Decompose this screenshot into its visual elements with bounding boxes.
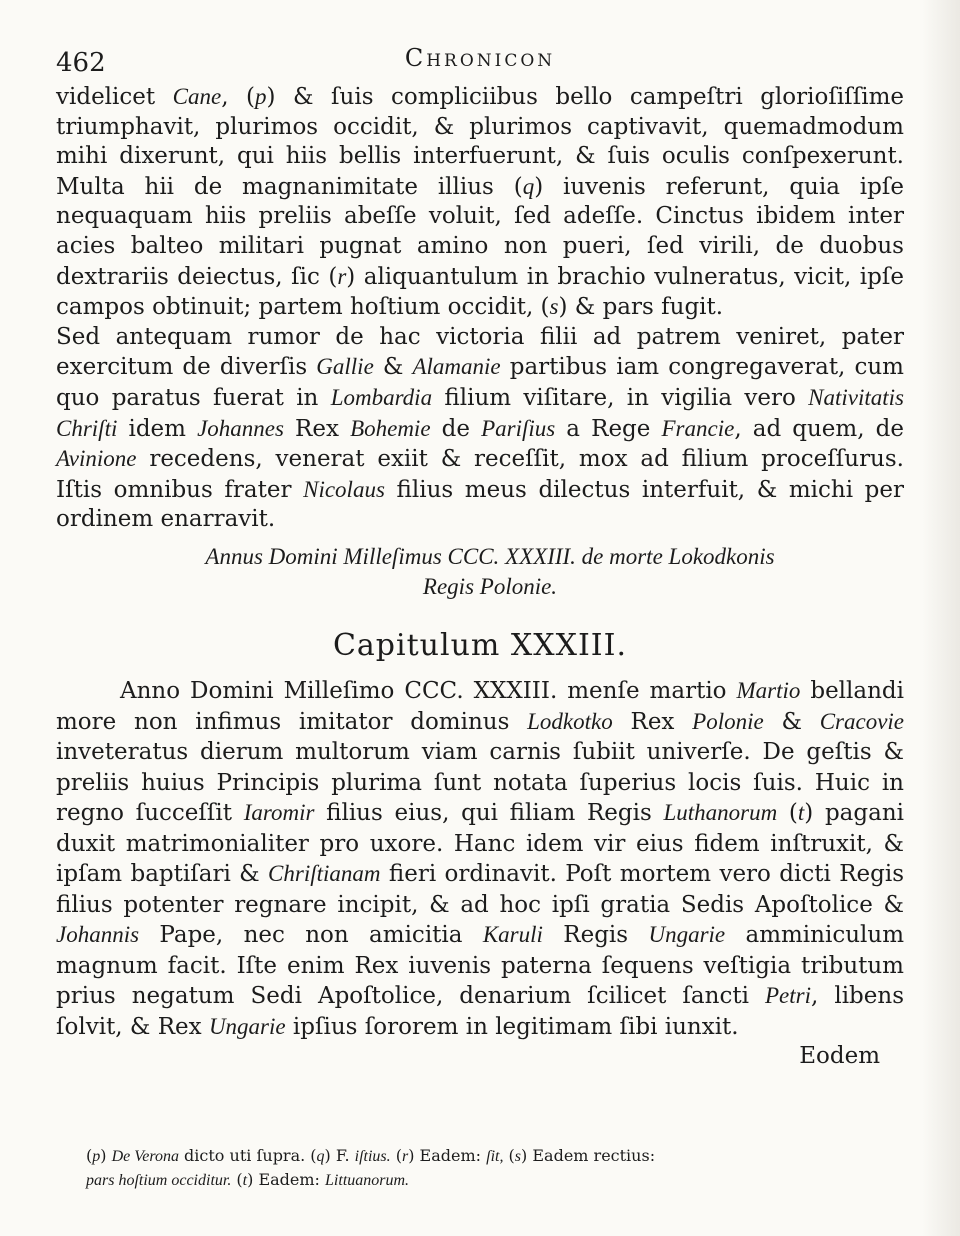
italic-run: Gallie [316, 354, 374, 380]
text-run: & [373, 354, 413, 381]
page-header [56, 44, 904, 84]
italic-run: p [255, 84, 267, 109]
text-run: dicto uti ſupra. ( [178, 1146, 317, 1165]
italic-run: iſtius. [354, 1148, 391, 1165]
italic-run: Cane [172, 84, 222, 109]
text-run: Pape, nec non amicitia [139, 922, 483, 948]
text-run: , ad quem, de [734, 415, 904, 442]
footnotes [86, 1144, 920, 1192]
italic-run: Ungarie [648, 922, 726, 947]
italic-run: Lombardia [330, 384, 433, 410]
chapter-text [56, 676, 904, 1042]
chapter-paragraph [56, 676, 904, 1042]
running-title: Chronicon [404, 44, 556, 72]
text-run: filium viſitare, in vigilia vero [432, 384, 809, 411]
text-run: ( [390, 1146, 402, 1165]
text-run: idem [117, 415, 198, 442]
chapter-rubric [100, 542, 880, 602]
italic-run: s [549, 294, 559, 320]
italic-run: ſit, [486, 1148, 504, 1165]
text-run: ) & ſuis compliciibus bello campeſtri glorioſiſſime triumphavit, plurimos occidit, & plurimos captivavit, quemadmodum mihi dixerunt, qui hiis bellis interfuerunt, & ſuis oculis conſpexerunt. Multa hii de magnanimitate illius ( [56, 84, 904, 200]
text-run: ) iuvenis referunt, quia ipſe nequaquam hiis preliis abeſſe voluit, ſed adeſſe. Cinctus ibidem inter acies balteo militari pugnat amino non pueri, ſed virili, de duobus dextrariis deiectus, ſic ( [56, 173, 904, 290]
text-run: ) pagani duxit matrimonialiter pro uxore. Hanc idem vir eius fidem inſtruxit, & ipſam baptiſari & [56, 800, 904, 887]
page-number: 462 [56, 48, 106, 78]
italic-run: Pariſius [481, 415, 556, 441]
text-run: filius meus dilectus interfuit, & michi per ordinem enarravit. [56, 476, 904, 533]
italic-run: q [316, 1148, 325, 1165]
text-run: filius eius, qui filiam Regis [314, 800, 664, 826]
italic-run: Avinione [56, 446, 137, 472]
catchword: Eodem [799, 1043, 880, 1069]
text-run: ) aliquantulum in brachio vulneratus, vicit, ipſe campos obtinuit; partem hoſtium occidit, ( [56, 263, 904, 321]
italic-run: r [401, 1148, 409, 1165]
text-run: a Rege [555, 415, 662, 442]
italic-run: Chriſtianam [268, 861, 381, 886]
text-run: ) Eadem rectius: [521, 1146, 656, 1165]
text-run: amminiculum magnum facit. Iſte enim Rex iuvenis paterna ſequens veſtigia tributum prius negatum Sedi Apoſtolice, denarium ſcilicet ſancti [56, 922, 905, 1009]
italic-run: Alamanie [412, 354, 501, 380]
text-run: Rex [612, 708, 693, 735]
italic-run: p [92, 1148, 101, 1165]
text-run: Anno Domini Milleſimo CCC. XXXIII. menſe martio [120, 678, 737, 704]
italic-run: Luthanorum [663, 800, 778, 825]
text-run: ) F. [324, 1146, 355, 1165]
text-run: & [763, 708, 820, 735]
italic-run: r [337, 263, 347, 289]
italic-run: t [242, 1172, 248, 1189]
footnote-line-1 [86, 1144, 920, 1168]
italic-run: q [522, 173, 535, 199]
italic-run: Martio [736, 678, 801, 703]
text-run: partibus iam congregaverat, cum quo paratus fuerat in [56, 354, 904, 411]
text-run: videlicet [56, 84, 173, 110]
text-run: de [430, 415, 482, 442]
body-paragraph-2 [56, 323, 904, 535]
body-text [56, 82, 904, 535]
body-paragraph-1 [56, 82, 904, 323]
text-run: , libens ſolvit, & Rex [56, 983, 904, 1040]
italic-run: Nativitatis Chriſti [56, 384, 905, 441]
text-run: inveteratus dierum multorum viam carnis ſubiit univerſe. De geſtis & preliis huius Principis plurima ſunt notata ſuperius locis ſuis. Huic in regno ſucceſſit [56, 739, 904, 826]
rubric-line-2: Regis Polonie. [422, 574, 558, 599]
text-run: ( [231, 1170, 243, 1189]
text-run: ( [777, 800, 798, 826]
italic-run: Lodkotko [527, 708, 613, 734]
chapter-title: Capitulum XXXIII. [332, 628, 628, 663]
text-run: ) Eadem: [247, 1170, 326, 1189]
text-run: Regis [542, 922, 649, 948]
italic-run: Polonie [692, 708, 764, 734]
italic-run: Ungarie [208, 1013, 286, 1039]
italic-run: Bohemie [350, 415, 431, 441]
italic-run: Nicolaus [303, 476, 385, 502]
text-run: Sed antequam rumor de hac victoria filii ad patrem veniret, pater exercitum de diverſis [56, 323, 904, 381]
rubric-line-1: Annus Domini Milleſimus CCC. XXXIII. de morte Lokodkonis [205, 544, 775, 569]
italic-run: Petri [764, 983, 811, 1008]
text-run: ( [503, 1146, 515, 1165]
italic-run: Johannis [56, 922, 140, 947]
page-gutter-shadow [922, 0, 960, 1236]
text-run: ) Eadem: [408, 1146, 487, 1165]
italic-run: Cracovie [819, 708, 904, 734]
footnote-line-2 [86, 1168, 920, 1192]
text-run: recedens, venerat exiit & receſſit, mox ad filium proceſſurus. Iſtis omnibus frater [56, 446, 904, 503]
italic-run: pars hoſtium occiditur. [86, 1172, 232, 1189]
italic-run: Johannes [197, 415, 284, 441]
text-run: , ( [221, 84, 256, 110]
text-run: ) & pars fugit. [558, 294, 724, 321]
italic-run: Littuanorum. [325, 1172, 410, 1189]
text-run: ( [86, 1146, 93, 1165]
text-run: fieri ordinavit. Poſt mortem vero dicti Regis filius potenter regnare incipit, & ad hoc ipſi gratia Sedis Apoſtolice & [56, 861, 905, 918]
text-run: ) [100, 1146, 112, 1165]
italic-run: Francie [661, 415, 735, 441]
italic-run: t [797, 800, 805, 825]
italic-run: Iaromir [243, 800, 315, 825]
text-run: Rex [283, 415, 351, 442]
italic-run: s [514, 1148, 522, 1165]
italic-run: De Verona [111, 1148, 179, 1165]
italic-run: Karuli [482, 922, 543, 947]
text-run: bellandi more non infimus imitator dominus [56, 678, 905, 735]
text-run: ipſius ſororem in legitimam ſibi iunxit. [285, 1013, 739, 1040]
